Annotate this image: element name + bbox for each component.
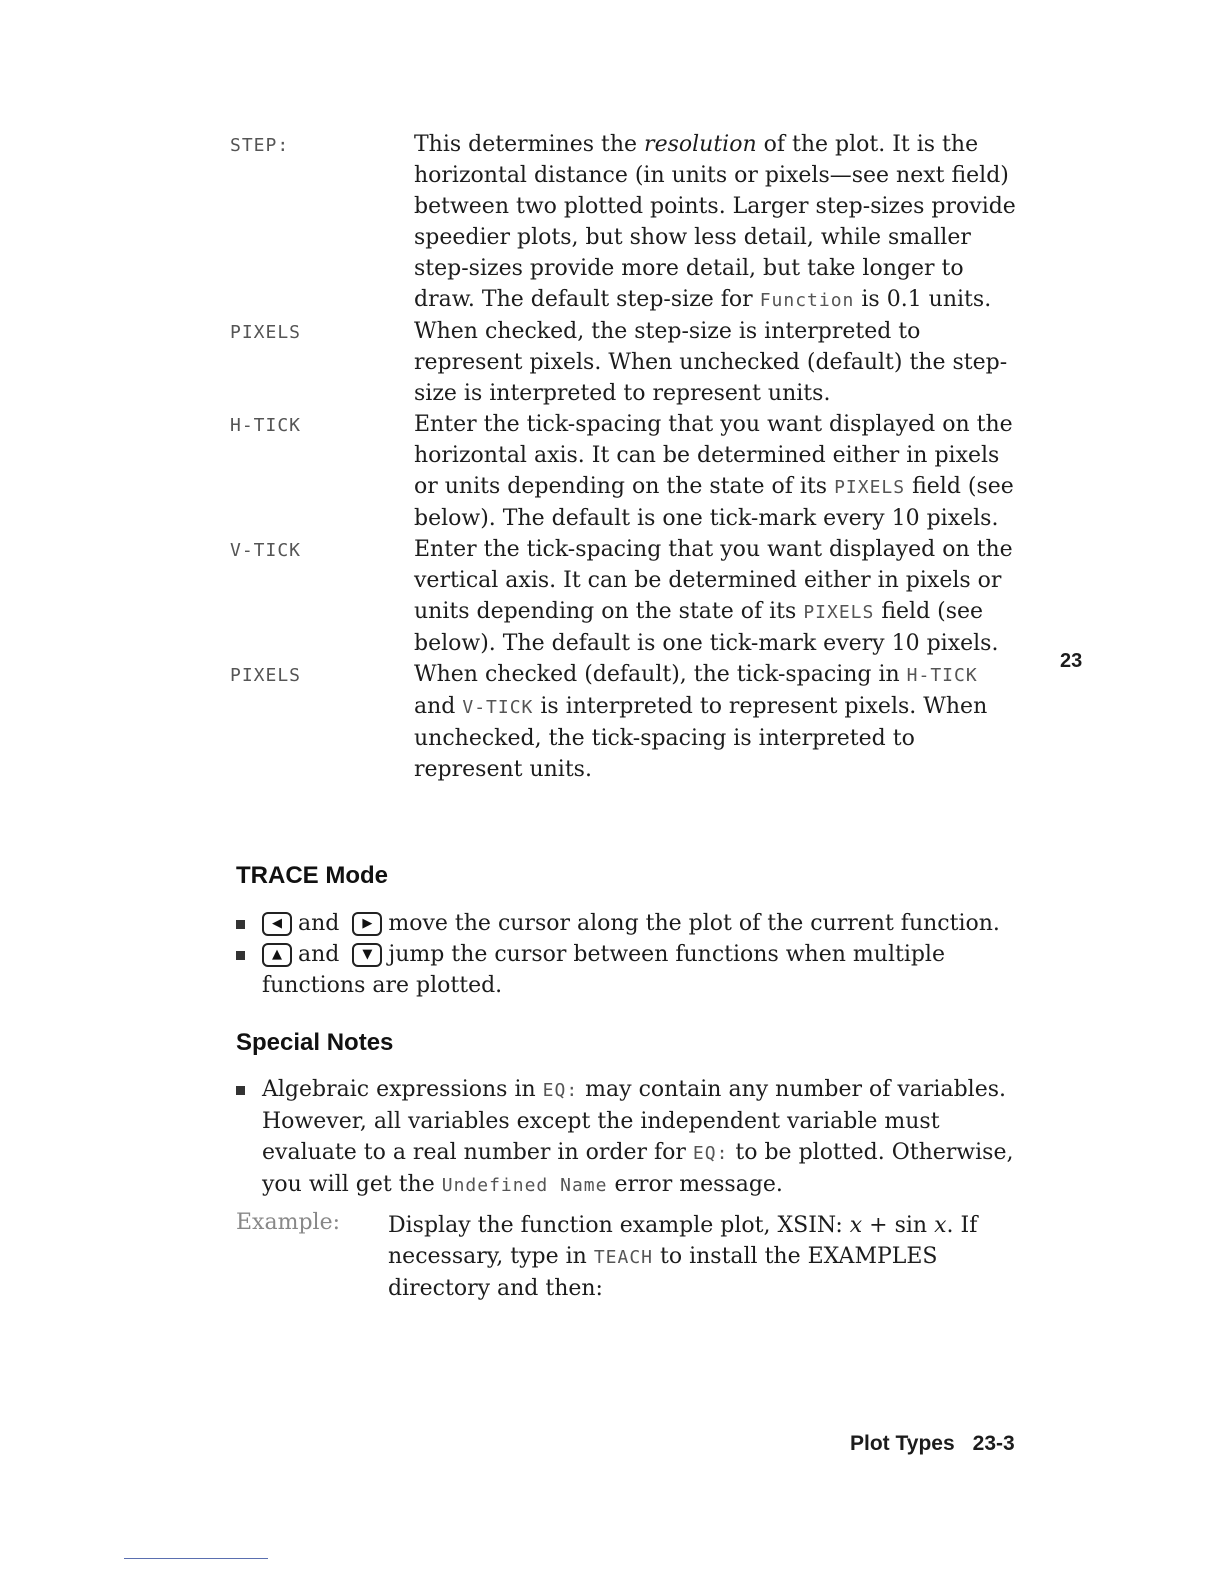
text-run: and bbox=[414, 694, 463, 719]
field-row bbox=[230, 409, 1050, 534]
join-text: and bbox=[298, 911, 340, 936]
join-text: and bbox=[298, 942, 340, 967]
footnote-rule bbox=[124, 1558, 268, 1559]
field-row bbox=[230, 129, 1050, 316]
arrow-key-icon: ▶ bbox=[352, 912, 382, 936]
trace-item bbox=[234, 908, 1034, 939]
text-run: is 0.1 units. bbox=[854, 287, 992, 312]
trace-item-text: move the cursor along the plot of the current function. bbox=[388, 911, 1000, 936]
trace-mode-list bbox=[234, 908, 1034, 1001]
field-row bbox=[230, 534, 1050, 659]
special-note-text bbox=[262, 1077, 1013, 1197]
emphasis: x bbox=[934, 1213, 947, 1238]
inline-code: EQ: bbox=[692, 1143, 729, 1164]
inline-code: PIXELS bbox=[834, 477, 906, 498]
field-description bbox=[414, 534, 1026, 659]
example-block bbox=[236, 1210, 1036, 1304]
inline-code: TEACH bbox=[593, 1247, 653, 1268]
field-definitions bbox=[230, 129, 1050, 785]
emphasis: x bbox=[849, 1213, 863, 1238]
text-run: Algebraic expressions in bbox=[262, 1077, 543, 1102]
text-run: may contain any number of variables. However, all variables except the independent variable must evaluate to a real number in order for bbox=[262, 1077, 1006, 1165]
chapter-tab: 23 bbox=[1060, 650, 1083, 672]
text-run: error message. bbox=[607, 1172, 783, 1197]
text-run: This determines the bbox=[414, 132, 645, 157]
text-run: When checked (default), the tick-spacing in bbox=[414, 662, 907, 687]
text-run: Display the function example plot, XSIN: bbox=[388, 1213, 850, 1238]
field-term: STEP: bbox=[230, 135, 290, 156]
arrow-key-icon: ▲ bbox=[262, 943, 292, 967]
text-run: Enter the tick-spacing that you want displayed on the horizontal axis. It can be determined either in pixels or units depending on the state of its bbox=[414, 412, 1013, 499]
footer-page-number: 23-3 bbox=[972, 1432, 1015, 1455]
field-term: PIXELS bbox=[230, 665, 302, 686]
inline-code: V-TICK bbox=[462, 697, 534, 718]
text-run: . If necessary, type in bbox=[388, 1213, 978, 1269]
example-label: Example: bbox=[236, 1210, 340, 1235]
arrow-key-icon: ▼ bbox=[352, 943, 382, 967]
special-notes-list bbox=[234, 1074, 1034, 1201]
field-description bbox=[414, 659, 1026, 785]
inline-code: Function bbox=[759, 290, 855, 311]
field-term: V-TICK bbox=[230, 540, 302, 561]
trace-item bbox=[234, 939, 1034, 1001]
trace-item-text: jump the cursor between functions when multiple functions are plotted. bbox=[262, 942, 945, 998]
arrow-key-icon: ◀ bbox=[262, 912, 292, 936]
text-run: When checked, the step-size is interpreted to represent pixels. When unchecked (default) the step-size is interpreted to represent units. bbox=[414, 319, 1008, 406]
text-run: to install the EXAMPLES directory and then: bbox=[388, 1244, 938, 1301]
text-run: field (see below). The default is one tick-mark every 10 pixels. bbox=[414, 474, 1014, 531]
footer-section: Plot Types bbox=[850, 1432, 955, 1455]
field-term: H-TICK bbox=[230, 415, 302, 436]
field-term: PIXELS bbox=[230, 322, 302, 343]
text-run: is interpreted to represent pixels. When unchecked, the tick-spacing is interpreted to represent units. bbox=[414, 694, 988, 782]
field-description bbox=[414, 129, 1026, 316]
text-run: + sin bbox=[862, 1213, 935, 1238]
field-row bbox=[230, 659, 1050, 785]
field-description bbox=[414, 316, 1026, 409]
inline-code: H-TICK bbox=[906, 665, 978, 686]
special-notes-heading: Special Notes bbox=[236, 1029, 394, 1056]
text-run: field (see below). The default is one tick-mark every 10 pixels. bbox=[414, 599, 999, 656]
text-run: to be plotted. Otherwise, you will get the bbox=[262, 1140, 1014, 1197]
text-run: of the plot. It is the horizontal distance (in units or pixels—see next field) between two plotted points. Larger step-sizes provide speedier plots, but show less detail, while smaller step-sizes provide more detail, but take longer to draw. The default step-size for bbox=[414, 132, 1016, 312]
inline-code: PIXELS bbox=[803, 602, 875, 623]
example-text bbox=[388, 1210, 1028, 1304]
emphasis: resolution bbox=[644, 132, 757, 157]
inline-code: EQ: bbox=[542, 1080, 579, 1101]
special-note-item bbox=[234, 1074, 1034, 1201]
field-row bbox=[230, 316, 1050, 409]
inline-code: Undefined Name bbox=[441, 1175, 608, 1196]
text-run: Enter the tick-spacing that you want displayed on the vertical axis. It can be determined either in pixels or units depending on the state of its bbox=[414, 537, 1013, 624]
field-description bbox=[414, 409, 1026, 534]
page-footer bbox=[850, 1432, 1015, 1456]
trace-mode-heading: TRACE Mode bbox=[236, 862, 388, 889]
